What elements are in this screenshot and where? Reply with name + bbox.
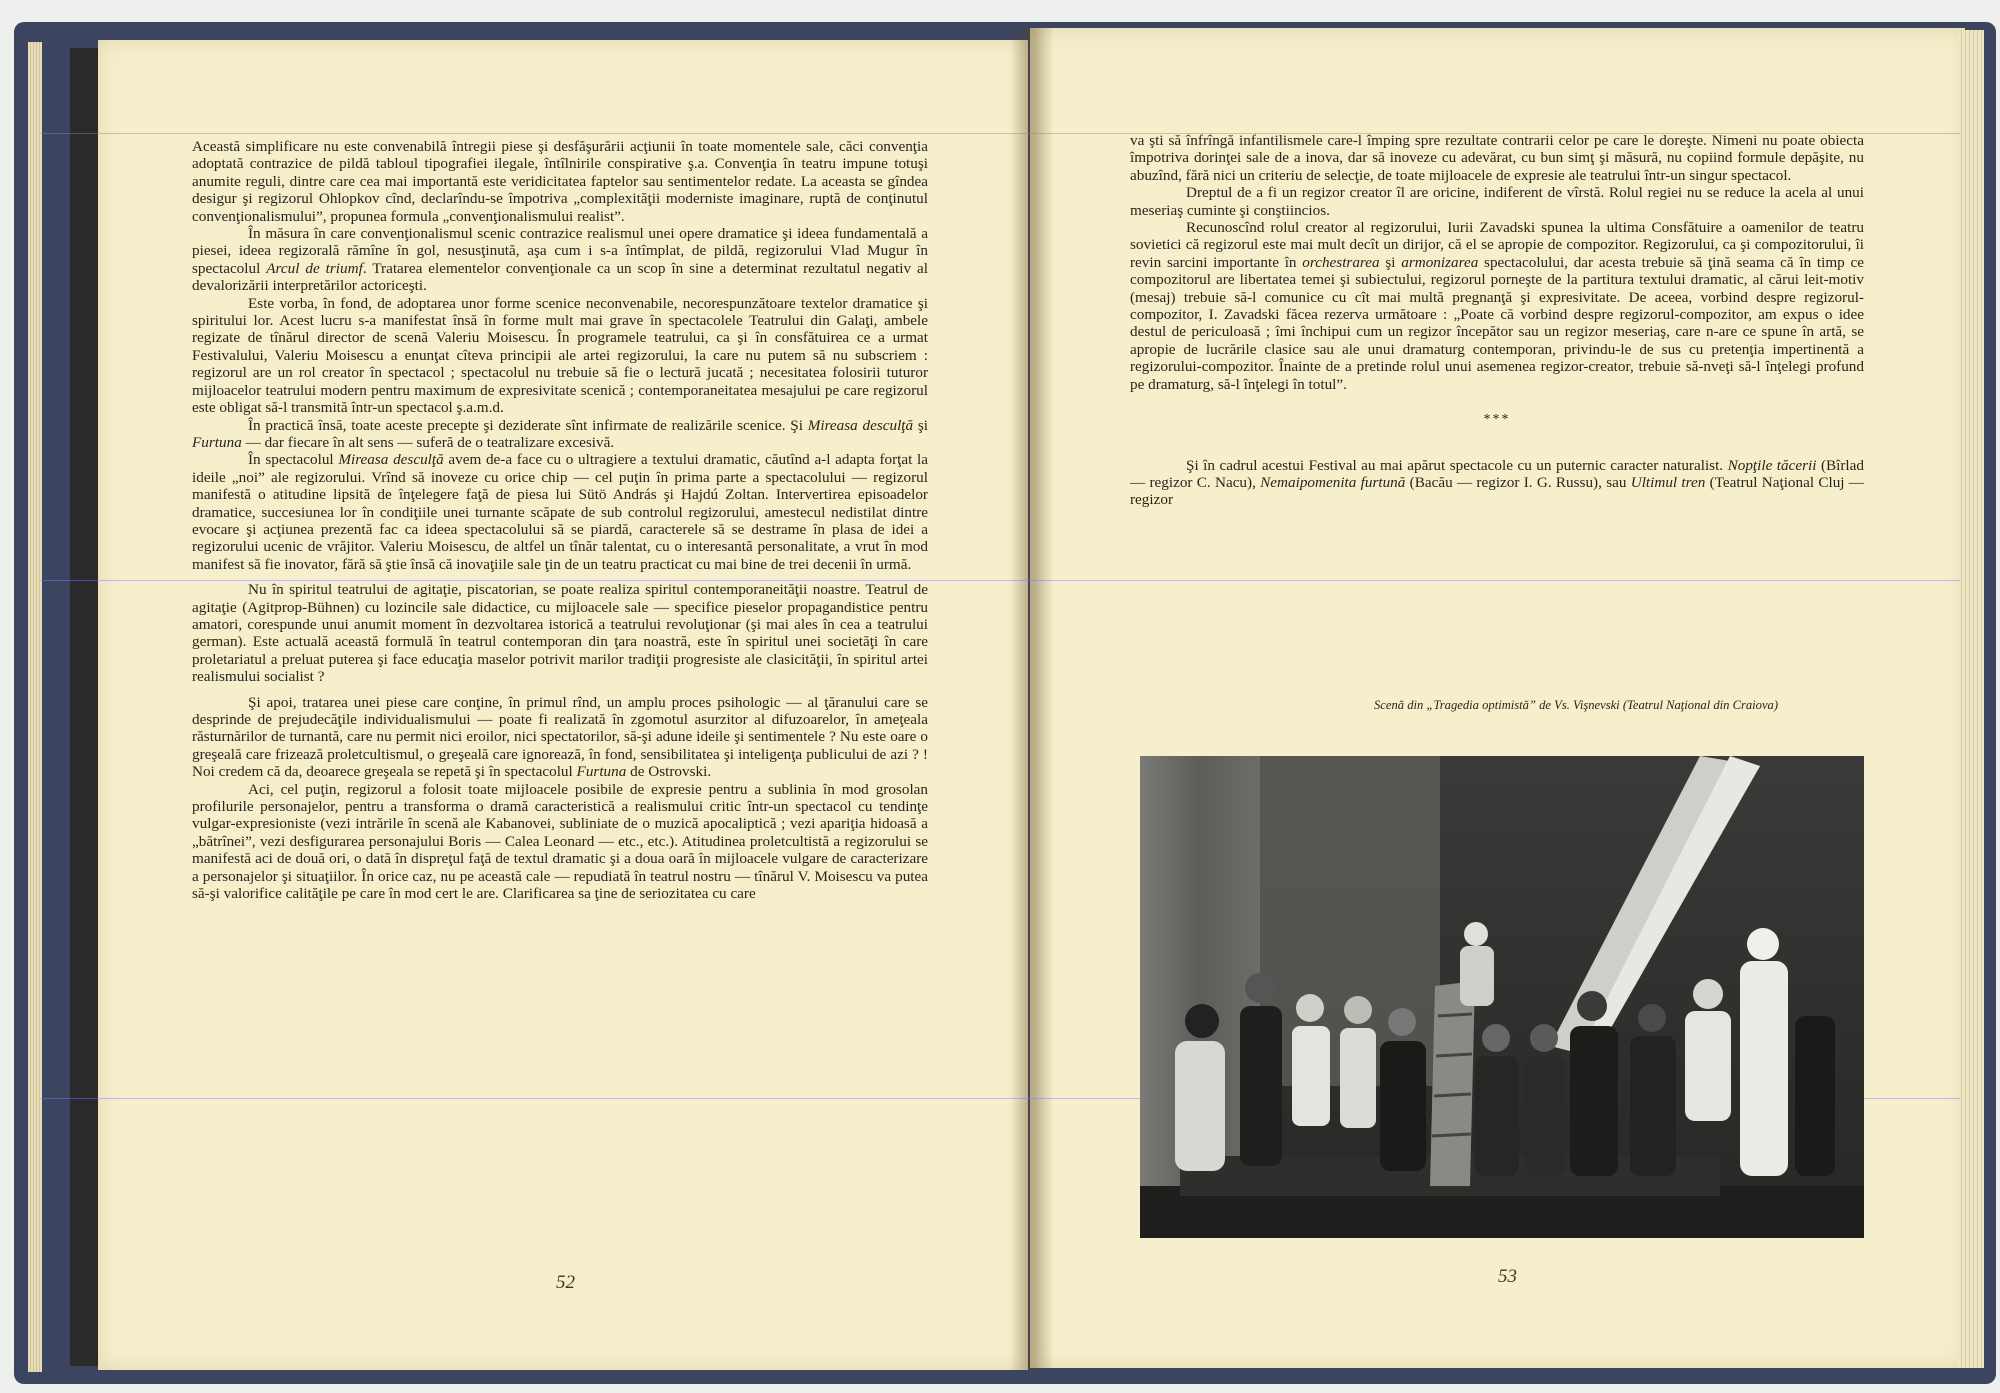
paragraph <box>192 781 928 903</box>
paragraph <box>192 138 928 225</box>
italic-title: Mireasa desculţă <box>338 451 444 469</box>
text-run: (Teatrul Naţional Cluj — regizor <box>1130 473 1864 509</box>
text-run: (Bacău — regizor I. G. Russu), sau <box>1405 473 1631 491</box>
dark-margin-band <box>70 48 98 1366</box>
italic-title: Nopţile tăcerii <box>1727 456 1817 474</box>
text-run: va şti să înfrîngă infantilismele care-l împing spre rezultate contrarii celor pe care le doreşte. Nimeni nu poate obiecta împotriva dorinţei sale de a inova, dar să inoveze cu adevărat, cu bun simţ şi măsură, nu copiind formule depăşite, nu abuzînd, fără nici un criteriu de selecţie, de toate mijloacele de expresie ale teatrului într-un singur spectacol. <box>1130 132 1864 184</box>
text-run: — dar fiecare în alt sens — suferă de o teatralizare excesivă. <box>241 433 615 451</box>
text-run: Şi apoi, tratarea unei piese care conţine, în primul rînd, un amplu proces psihologic — al ţăranului care se desprinde de prejudecăţile individualismului — poate fi realizată în zgomotul asurzitor al difuzoarelor, în ameţeala răsturnărilor de turnantă, care nu permit nici eroilor, nici spectatorilor, să-şi adune ideile şi sentimentele ? Nu este oare o greşeală care frizează proletcultismul, o greşeală care ignorează, în fond, sensibilitatea şi inteligenţa publicului de azi ? ! Noi credem că da, deoarece greşeala se repetă şi în spectacolul <box>192 693 928 781</box>
photo-caption: Scenă din „Tragedia optimistă” de Vs. Vişnevski (Teatrul Naţional din Craiova) <box>1374 698 1779 712</box>
paragraph <box>1130 184 1864 219</box>
italic-title: orchestrarea <box>1302 253 1380 271</box>
text-run: şi <box>1379 253 1402 271</box>
italic-title: Mireasa desculţă <box>807 416 914 434</box>
text-run: În spectacolul <box>248 451 339 469</box>
section-separator: *** <box>1483 412 1511 428</box>
text-run: Această simplificare nu este convenabilă întregii piese şi desfăşurării acţiunii în toate momentele sale, căci convenţia adoptată contrazice de pildă tabloul tipografiei ilegale, întîlnirile conspirative ş.a. Convenţia în teatru impune totuşi anumite reguli, dintre care cea mai importantă este veridicitatea faptelor sau sentimentelor redate. La aceasta se gîndea desigur şi regizorul Ohlopkov cînd, declarîndu-se împotriva „complexităţii moderniste imaginare, ruptă de conţinutul convenţionalismului”, propunea formula „convenţionalismului realist”. <box>192 138 928 225</box>
book-gutter <box>1010 28 1054 1370</box>
paragraph <box>192 295 928 417</box>
page-number-left: 52 <box>556 1272 575 1293</box>
photo-illustration <box>1140 756 1864 1238</box>
italic-title: Ultimul tren <box>1630 473 1706 491</box>
italic-title: armonizarea <box>1401 253 1479 271</box>
paragraph <box>192 417 928 452</box>
right-body-continued <box>1130 457 1864 509</box>
paragraph <box>192 225 928 295</box>
italic-title: Furtuna <box>576 763 627 781</box>
text-run: Nu în spiritul teatrului de agitaţie, piscatorian, se poate realiza spiritul contemporaneităţii noastre. Teatrul de agitaţie (Agitprop-Bühnen) cu lozincile sale didactice, cu mijloacele sale — specifice pieselor propagandistice pentru amatori, corespunde unui anumit moment în dezvoltarea istorică a teatrului revoluţionar (şi mai ales în cea a teatrului german). Este actuală această formulă în teatrul contemporan din ţara noastră, este în spiritul unei societăţi în care proletariatul a preluat puterea şi face educaţia maselor potrivit marilor tradiţii progresiste ale clasicităţii, în spiritul artei realismului socialist ? <box>192 581 928 686</box>
text-run: Aci, cel puţin, regizorul a folosit toate mijloacele posibile de expresie pentru a sublinia în mod grosolan profilurile personajelor, pentru a transforma o dramă caracteristică a realismului critic într-un spectacol cu tendinţe vulgar-expresioniste (vezi intrările în scenă ale Kabanovei, subliniate de o muzică apocaliptică ; vezi apariţia hidoasă a „bătrînei”, vezi desfigurarea personajului Boris — Calea Leonard — etc., etc.). Atitudinea proletcultistă a regizorului se manifestă aci de două ori, o dată în dispreţul faţă de textul dramatic şi a doua oară în mijloacele vulgare de caracterizare a personajelor şi situaţiilor. În orice caz, nu pe această cale — repudiată în teatrul nostru — tînărul V. Moisescu va putea să-şi valorifice calităţile pe care în mod cert le are. Clarificarea sa ţine de seriozitatea cu care <box>192 780 928 903</box>
paragraph <box>192 451 928 573</box>
text-run: În practică însă, toate aceste precepte şi deziderate sînt infirmate de realizările scenice. Şi <box>248 416 808 434</box>
italic-title: Arcul de triumf <box>266 259 363 277</box>
text-run: avem de-a face cu o ultragiere a textului dramatic, căutînd a-l adapta forţat la ideile „noi” ale regizorului. Vrînd să inoveze cu orice chip — cel puţin în prima parte a spectacolului — regizorul manifestă o atitudine lipsită de înţelegere faţă de piesa lui Sütö András şi Hajdú Zoltan. Intervertirea episoadelor dramatice, succesiunea lor în condiţiile unei turnante scăpate de sub controlul regizorului, amestecul nedistilat dintre evocare şi acţiunea prezentă fac ca ideea spectacolului să se piardă, caracterele să se destrame în plasa de idei a regizorului ucenic de vrăjitor. Valeriu Moisescu, de altfel un tînăr talentat, cu o interesantă personalitate, a vrut în mod manifest să fie inovator, fără să ştie însă că inovaţiile sale ţin de un teatru practicat cu mai bine de trei decenii în urmă. <box>192 451 928 573</box>
text-run: În măsura în care convenţionalismul scenic contrazice realismul unei opere dramatice şi ideea fundamentală a piesei, ideea regizorală rămîne în gol, nesusţinută, aşa cum i s-a întîmplat, de pildă, regizorului Vlad Mugur în spectacolul <box>192 225 928 277</box>
stage-photograph <box>1140 756 1864 1238</box>
text-run: (Bîrlad — regizor C. Nacu), <box>1130 456 1864 491</box>
text-run: spectacolului, dar acesta trebuie să ţină seama că în timp ce compozitorul are libertatea temei şi subiectului, regizorul porneşte de la partitura textului dramatic, al cărui leit-motiv (mesaj) trebuie să-l comunice cu cît mai multă pregnanţă şi expresivitate. De aceea, vorbind despre regizorul-compozitor, I. Zavadski făcea rezerva următoare : „Poate că vorbind despre regizorul-compozitor, am expus o idee destul de periculoasă ; îmi închipui cum un regizor începător sau un regizor meseriaş, care n-are ce spune în artă, se apropie de lucrările clasice sau ale unui dramaturg contemporan, privindu-le de sus cu pretenţia impertinentă a regizorului-compozitor. Înainte de a pretinde rolul unui asemenea regizor-creator, trebuie să-nveţi să-l înţelegi profund pe dramaturg, să-l înţelegi în totul”. <box>1130 253 1864 393</box>
page-edges-right <box>1958 30 1984 1368</box>
text-run: şi <box>913 416 928 434</box>
paragraph <box>1130 219 1864 393</box>
text-run: Este vorba, în fond, de adoptarea unor forme scenice neconvenabile, necorespunzătoare textelor dramatice şi spiritului lor. Acest lucru s-a manifestat însă în forme mult mai grave în spectacolele Teatrului din Galaţi, ambele regizate de tînărul director de scenă Valeriu Moisescu. În programele teatrului, ca şi în consfătuirea ce a urmat Festivalului, Valeriu Moisescu a enunţat cîteva principii ale artei regizorului, la care nu putem să nu subscriem : regizorul are un rol creator în spectacol ; spectacolul nu trebuie să fie o lectură jucată ; necesitatea folosirii tuturor mijloacelor teatrului modern pentru maximum de expresivitate scenică ; contemporaneitatea mesajului pe care regizorul este obligat să-l transmită într-un spectacol ş.a.m.d. <box>192 294 928 417</box>
text-run: . Tratarea elementelor convenţionale ca un scop în sine a determinat rezultatul negativ al devalorizării interpretărilor actoriceşti. <box>192 259 928 295</box>
text-run: Dreptul de a fi un regizor creator îl are oricine, indiferent de vîrstă. Rolul regiei nu se reduce la acela al unui meseriaş cuminte şi conştiincios. <box>1130 184 1864 219</box>
text-run: de Ostrovski. <box>626 763 712 781</box>
page-edges-left <box>28 42 42 1372</box>
page-number-right: 53 <box>1498 1266 1517 1287</box>
paragraph <box>192 694 928 781</box>
paragraph <box>192 581 928 685</box>
paragraph <box>1130 132 1864 184</box>
italic-title: Nemaipomenita furtună <box>1260 473 1406 491</box>
paragraph <box>1130 457 1864 509</box>
text-run: Recunoscînd rolul creator al regizorului, Iurii Zavadski spunea la ultima Consfătuire a oamenilor de teatru sovietici că regizorul este mai mult decît un dirijor, că el se apropie de compozitor. Regizorului, ca şi compozitorului, îi revin sarcini importante în <box>1130 219 1864 271</box>
right-text-column <box>1130 132 1864 509</box>
text-run: Şi în cadrul acestui Festival au mai apărut spectacole cu un puternic caracter naturalist. <box>1186 456 1728 474</box>
italic-title: Furtuna <box>192 433 242 451</box>
left-text-column <box>192 138 928 902</box>
right-body <box>1130 132 1864 393</box>
